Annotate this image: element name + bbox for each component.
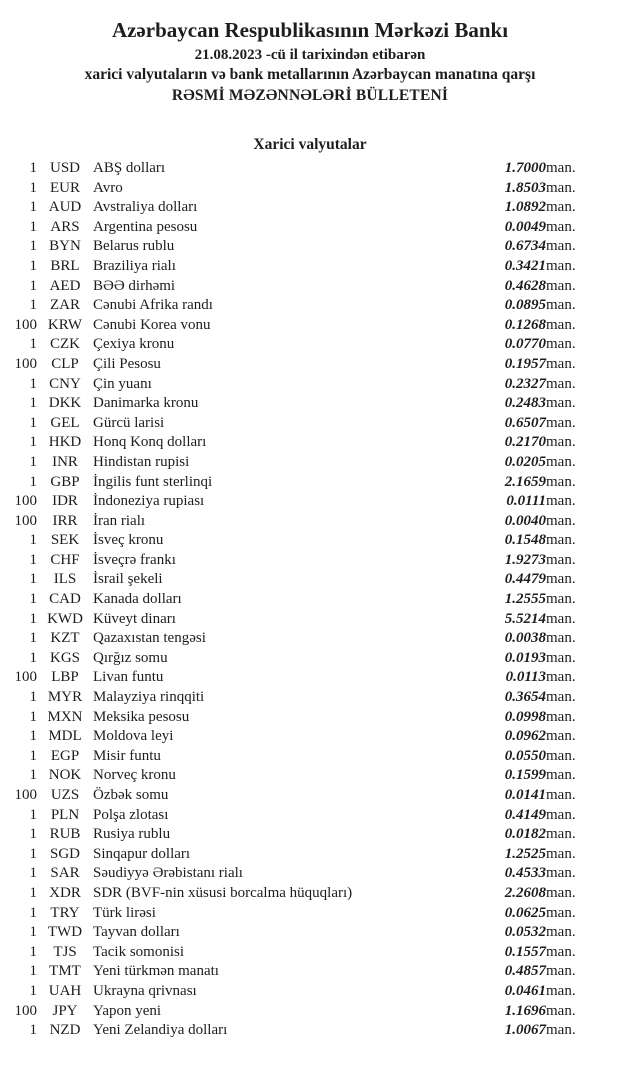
- currency-code: MDL: [48, 728, 82, 745]
- currency-code: MYR: [47, 689, 83, 706]
- currency-name: Tacik somonisi: [93, 943, 185, 960]
- currency-name: Sinqapur dolları: [93, 845, 191, 862]
- currency-rate: 0.0193: [504, 649, 546, 666]
- currency-name: Qazaxıstan tengəsi: [93, 630, 206, 647]
- currency-code: TWD: [47, 924, 83, 941]
- currency-rate: 2.2608: [504, 884, 546, 901]
- currency-rate: 1.7000: [504, 160, 546, 176]
- currency-name: Ukrayna qrivnası: [93, 982, 197, 999]
- rate-row: [0, 1021, 620, 1041]
- currency-rate: 0.6734: [504, 238, 546, 255]
- rate-row: [0, 727, 620, 747]
- currency-quantity: 1: [29, 532, 37, 549]
- currency-quantity: 100: [14, 669, 37, 686]
- currency-name: Avstraliya dolları: [93, 199, 198, 216]
- rate-row: [0, 159, 620, 179]
- currency-code: AUD: [48, 199, 82, 216]
- currency-unit: man.: [546, 649, 576, 666]
- currency-rate: 0.4857: [504, 963, 546, 980]
- currency-unit: man.: [546, 1022, 576, 1039]
- currency-rate: 0.0040: [504, 512, 546, 529]
- currency-quantity: 1: [29, 179, 37, 196]
- currency-name: İndoneziya rupiası: [93, 493, 205, 510]
- currency-code: BYN: [49, 238, 81, 255]
- currency-name: ABŞ dolları: [93, 160, 166, 176]
- currency-unit: man.: [546, 591, 576, 608]
- currency-quantity: 1: [29, 414, 37, 431]
- currency-name: Belarus rublu: [93, 238, 175, 255]
- rate-row: [0, 943, 620, 963]
- currency-name: Meksika pesosu: [93, 708, 190, 725]
- currency-code: AED: [49, 277, 81, 294]
- currency-quantity: 100: [14, 1002, 37, 1019]
- currency-name: İran rialı: [93, 512, 146, 529]
- currency-name: Honq Konq dolları: [93, 434, 207, 451]
- currency-rate: 1.0067: [504, 1022, 546, 1039]
- currency-unit: man.: [546, 669, 576, 686]
- currency-unit: man.: [546, 747, 576, 764]
- currency-quantity: 100: [14, 787, 37, 803]
- currency-code: KRW: [47, 316, 83, 333]
- currency-name: İsveçrə frankı: [93, 551, 176, 568]
- rate-row: [0, 668, 620, 688]
- currency-rate: 0.0461: [504, 982, 546, 999]
- currency-rate: 0.2170: [504, 434, 546, 451]
- rate-row: [0, 473, 620, 493]
- currency-name: Küveyt dinarı: [93, 610, 176, 627]
- currency-name: Braziliya rialı: [93, 257, 176, 274]
- currency-unit: man.: [546, 277, 576, 294]
- currency-quantity: 1: [29, 610, 37, 627]
- rate-row: [0, 414, 620, 434]
- currency-unit: man.: [546, 257, 576, 274]
- currency-unit: man.: [546, 845, 576, 862]
- currency-name: Gürcü larisi: [93, 414, 165, 431]
- rate-row: [0, 708, 620, 728]
- currency-unit: man.: [546, 767, 576, 784]
- currency-rate: 1.1696: [504, 1002, 546, 1019]
- currency-rate: 0.1268: [504, 316, 546, 333]
- currency-name: Tayvan dolları: [93, 924, 180, 941]
- currency-unit: man.: [546, 395, 576, 412]
- currency-code: XDR: [49, 884, 81, 901]
- currency-code: CLP: [51, 355, 79, 372]
- currency-quantity: 100: [14, 316, 37, 333]
- currency-name: Misir funtu: [93, 747, 161, 764]
- currency-quantity: 1: [29, 218, 37, 235]
- currency-name: Avro: [93, 179, 123, 196]
- currency-name: Çin yuanı: [93, 375, 152, 392]
- rate-row: [0, 590, 620, 610]
- currency-quantity: 1: [29, 434, 37, 451]
- currency-unit: man.: [546, 532, 576, 549]
- rate-row: [0, 649, 620, 669]
- currency-quantity: 1: [29, 297, 37, 314]
- currency-rate: 1.2525: [504, 845, 546, 862]
- currency-code: ZAR: [50, 297, 80, 314]
- currency-unit: man.: [546, 884, 576, 901]
- currency-unit: man.: [546, 218, 576, 235]
- currency-quantity: 1: [29, 845, 37, 862]
- currency-code: RUB: [49, 826, 81, 843]
- currency-rate: 1.2555: [504, 591, 546, 608]
- currency-name: Özbək somu: [93, 787, 169, 803]
- currency-quantity: 100: [14, 493, 37, 510]
- currency-quantity: 100: [14, 512, 37, 529]
- currency-name: İngilis funt sterlinqi: [93, 473, 213, 490]
- currency-quantity: 1: [29, 551, 37, 568]
- currency-unit: man.: [546, 493, 576, 510]
- currency-unit: man.: [546, 199, 576, 216]
- bank-name-title: Azərbaycan Respublikasının Mərkəzi Bankı: [111, 18, 509, 42]
- document-header: [0, 0, 620, 105]
- currency-name: Çili Pesosu: [93, 355, 161, 372]
- currency-quantity: 1: [29, 982, 37, 999]
- currency-code: HKD: [48, 434, 82, 451]
- currency-unit: man.: [546, 963, 576, 980]
- currency-rate: 0.0770: [504, 336, 546, 353]
- rate-row: [0, 688, 620, 708]
- currency-quantity: 1: [29, 826, 37, 843]
- currency-rate: 0.0962: [504, 728, 546, 745]
- currency-code: JPY: [52, 1002, 78, 1019]
- rate-row: [0, 570, 620, 590]
- rate-row: [0, 884, 620, 904]
- rate-row: [0, 512, 620, 532]
- rate-row: [0, 355, 620, 375]
- currency-quantity: 1: [29, 904, 37, 921]
- currency-rate: 0.4533: [504, 865, 546, 882]
- currency-rate: 0.2483: [504, 395, 546, 412]
- currency-unit: man.: [546, 434, 576, 451]
- rates-table-body: [0, 159, 620, 1041]
- currency-code: KGS: [49, 649, 80, 666]
- currency-code: CHF: [50, 551, 80, 568]
- currency-rate: 5.5214: [504, 610, 546, 627]
- currency-unit: man.: [546, 179, 576, 196]
- rate-row: [0, 551, 620, 571]
- currency-rate: 0.0205: [504, 453, 546, 470]
- currency-quantity: 1: [29, 571, 37, 588]
- currency-quantity: 1: [29, 395, 37, 412]
- rate-row: [0, 825, 620, 845]
- currency-code: LBP: [51, 669, 79, 686]
- rate-row: [0, 923, 620, 943]
- currency-name: İsrail şekeli: [93, 571, 163, 588]
- rate-row: [0, 766, 620, 786]
- currency-unit: man.: [546, 551, 576, 568]
- currency-unit: man.: [546, 473, 576, 490]
- currency-rate: 0.0049: [504, 218, 546, 235]
- currency-unit: man.: [546, 865, 576, 882]
- rate-row: [0, 453, 620, 473]
- currency-code: SGD: [49, 845, 80, 862]
- currency-unit: man.: [546, 728, 576, 745]
- currency-name: Norveç kronu: [93, 767, 176, 784]
- currency-code: GEL: [50, 414, 80, 431]
- currency-name: Yapon yeni: [93, 1002, 162, 1019]
- currency-rate: 0.1548: [504, 532, 546, 549]
- currency-name: İsveç kronu: [93, 532, 164, 549]
- currency-code: NOK: [48, 767, 82, 784]
- currency-quantity: 1: [29, 199, 37, 216]
- currency-code: EUR: [50, 179, 80, 196]
- currency-unit: man.: [546, 826, 576, 843]
- currency-unit: man.: [546, 297, 576, 314]
- currency-quantity: 1: [29, 806, 37, 823]
- currency-unit: man.: [546, 316, 576, 333]
- currency-name: Yeni türkmən manatı: [93, 963, 219, 980]
- currency-code: BRL: [50, 257, 80, 274]
- currency-code: MXN: [47, 708, 83, 725]
- rate-row: [0, 394, 620, 414]
- subject-line: xarici valyutaların və bank metallarının Azərbaycan manatına qarşı: [84, 66, 536, 83]
- currency-unit: man.: [546, 904, 576, 921]
- currency-rate: 0.0550: [504, 747, 546, 764]
- currency-name: Kanada dolları: [93, 591, 182, 608]
- rate-row: [0, 845, 620, 865]
- currency-quantity: 1: [29, 630, 37, 647]
- currency-code: TRY: [50, 904, 80, 921]
- rate-row: [0, 962, 620, 982]
- currency-quantity: 100: [14, 355, 37, 372]
- currency-name: Malayziya rinqqiti: [93, 689, 205, 706]
- currency-rate: 0.4479: [504, 571, 546, 588]
- rate-row: [0, 277, 620, 297]
- currency-rate: 0.0895: [504, 297, 546, 314]
- currency-code: IRR: [52, 512, 78, 529]
- currency-rate: 0.3654: [504, 689, 546, 706]
- currency-quantity: 1: [29, 943, 37, 960]
- currency-quantity: 1: [29, 238, 37, 255]
- currency-unit: man.: [546, 355, 576, 372]
- rate-row: [0, 433, 620, 453]
- currency-unit: man.: [546, 512, 576, 529]
- currency-name: Türk lirəsi: [93, 904, 156, 921]
- currency-quantity: 1: [29, 865, 37, 882]
- currency-unit: man.: [546, 1002, 576, 1019]
- currency-unit: man.: [546, 630, 576, 647]
- currency-code: SEK: [50, 532, 80, 549]
- rate-row: [0, 257, 620, 277]
- currency-quantity: 1: [29, 1022, 37, 1039]
- currency-unit: man.: [546, 160, 576, 176]
- currency-quantity: 1: [29, 591, 37, 608]
- currency-quantity: 1: [29, 884, 37, 901]
- currency-rate: 0.3421: [504, 257, 546, 274]
- currency-code: KWD: [47, 610, 83, 627]
- rate-row: [0, 904, 620, 924]
- currency-unit: man.: [546, 982, 576, 999]
- currency-name: Yeni Zelandiya dolları: [93, 1022, 228, 1039]
- currency-unit: man.: [546, 806, 576, 823]
- rate-row: [0, 747, 620, 767]
- currency-code: ARS: [50, 218, 80, 235]
- currency-code: INR: [52, 453, 78, 470]
- currency-quantity: 1: [29, 453, 37, 470]
- currency-code: CAD: [49, 591, 81, 608]
- currency-code: PLN: [50, 806, 80, 823]
- currency-quantity: 1: [29, 375, 37, 392]
- rate-row: [0, 296, 620, 316]
- currency-code: DKK: [48, 395, 82, 412]
- currency-quantity: 1: [29, 257, 37, 274]
- currency-quantity: 1: [29, 924, 37, 941]
- currency-unit: man.: [546, 689, 576, 706]
- rate-row: [0, 531, 620, 551]
- currency-code: TJS: [53, 943, 77, 960]
- currency-unit: man.: [546, 708, 576, 725]
- currency-name: Cənubi Korea vonu: [93, 316, 211, 333]
- currency-quantity: 1: [29, 728, 37, 745]
- currency-code: CNY: [49, 375, 81, 392]
- currency-quantity: 1: [29, 963, 37, 980]
- currency-unit: man.: [546, 787, 576, 803]
- currency-name: Cənubi Afrika randı: [93, 297, 213, 314]
- currency-name: Danimarka kronu: [93, 395, 199, 412]
- currency-quantity: 1: [29, 160, 37, 176]
- currency-rate: 0.1557: [504, 943, 546, 960]
- currency-code: SAR: [50, 865, 80, 882]
- currency-code: USD: [49, 160, 80, 176]
- currency-rate: 0.0038: [504, 630, 546, 647]
- rate-row: [0, 1002, 620, 1022]
- currency-quantity: 1: [29, 767, 37, 784]
- currency-rate: 0.0182: [504, 826, 546, 843]
- rate-row: [0, 218, 620, 238]
- currency-unit: man.: [546, 336, 576, 353]
- currency-rate: 0.2327: [504, 375, 546, 392]
- rate-row: [0, 610, 620, 630]
- currency-rate: 0.0141: [504, 787, 546, 803]
- currency-unit: man.: [546, 414, 576, 431]
- effective-date-line: 21.08.2023 -cü il tarixindən etibarən: [194, 47, 426, 63]
- currency-rate: 1.8503: [504, 179, 546, 196]
- currency-code: IDR: [52, 493, 78, 510]
- currency-name: SDR (BVF-nin xüsusi borcalma hüquqları): [93, 884, 353, 901]
- currency-quantity: 1: [29, 649, 37, 666]
- rate-row: [0, 237, 620, 257]
- currency-rate: 0.4628: [504, 277, 546, 294]
- rate-row: [0, 198, 620, 218]
- rate-row: [0, 864, 620, 884]
- rate-row: [0, 982, 620, 1002]
- currency-rate: 0.6507: [504, 414, 546, 431]
- currency-quantity: 1: [29, 747, 37, 764]
- rate-row: [0, 492, 620, 512]
- currency-rate: 0.1599: [504, 767, 546, 784]
- currency-code: KZT: [50, 630, 80, 647]
- currency-name: Səudiyyə Ərəbistanı rialı: [93, 865, 243, 882]
- currency-rate: 1.0892: [504, 199, 546, 216]
- exchange-rates-table: [0, 159, 620, 1041]
- currency-code: EGP: [50, 747, 80, 764]
- rate-row: [0, 806, 620, 826]
- currency-name: Livan funtu: [93, 669, 164, 686]
- currency-name: Argentina pesosu: [93, 218, 198, 235]
- rate-row: [0, 786, 620, 806]
- currency-code: ILS: [53, 571, 77, 588]
- rate-row: [0, 179, 620, 199]
- currency-unit: man.: [546, 943, 576, 960]
- section-title-foreign-currencies: Xarici valyutalar: [253, 136, 367, 153]
- currency-rate: 0.1957: [504, 355, 546, 372]
- currency-unit: man.: [546, 924, 576, 941]
- rate-row: [0, 375, 620, 395]
- currency-unit: man.: [546, 375, 576, 392]
- currency-rate: 0.0532: [504, 924, 546, 941]
- currency-unit: man.: [546, 453, 576, 470]
- currency-rate: 1.9273: [504, 551, 546, 568]
- currency-quantity: 1: [29, 473, 37, 490]
- currency-quantity: 1: [29, 336, 37, 353]
- rate-row: [0, 629, 620, 649]
- currency-code: CZK: [50, 336, 80, 353]
- currency-quantity: 1: [29, 689, 37, 706]
- currency-code: UAH: [48, 982, 82, 999]
- currency-code: NZD: [49, 1022, 81, 1039]
- bulletin-title: RƏSMİ MƏZƏNNƏLƏRİ BÜLLETENİ: [171, 87, 449, 104]
- currency-unit: man.: [546, 238, 576, 255]
- currency-code: TMT: [49, 963, 81, 980]
- currency-name: BƏƏ dirhəmi: [93, 277, 176, 294]
- currency-code: GBP: [50, 473, 80, 490]
- currency-rate: 0.0625: [504, 904, 546, 921]
- currency-quantity: 1: [29, 708, 37, 725]
- currency-rate: 0.0113: [505, 669, 546, 686]
- currency-quantity: 1: [29, 277, 37, 294]
- currency-unit: man.: [546, 610, 576, 627]
- currency-code: UZS: [50, 787, 80, 803]
- currency-name: Hindistan rupisi: [93, 453, 190, 470]
- currency-rate: 2.1659: [504, 473, 546, 490]
- currency-name: Rusiya rublu: [93, 826, 171, 843]
- currency-unit: man.: [546, 571, 576, 588]
- currency-rate: 0.0998: [504, 708, 546, 725]
- currency-name: Qırğız somu: [93, 649, 168, 666]
- currency-rate: 0.0111: [506, 493, 546, 510]
- currency-name: Polşa zlotası: [93, 806, 169, 823]
- currency-name: Moldova leyi: [93, 728, 174, 745]
- currency-name: Çexiya kronu: [93, 336, 175, 353]
- rate-row: [0, 316, 620, 336]
- rate-row: [0, 335, 620, 355]
- currency-rate: 0.4149: [504, 806, 546, 823]
